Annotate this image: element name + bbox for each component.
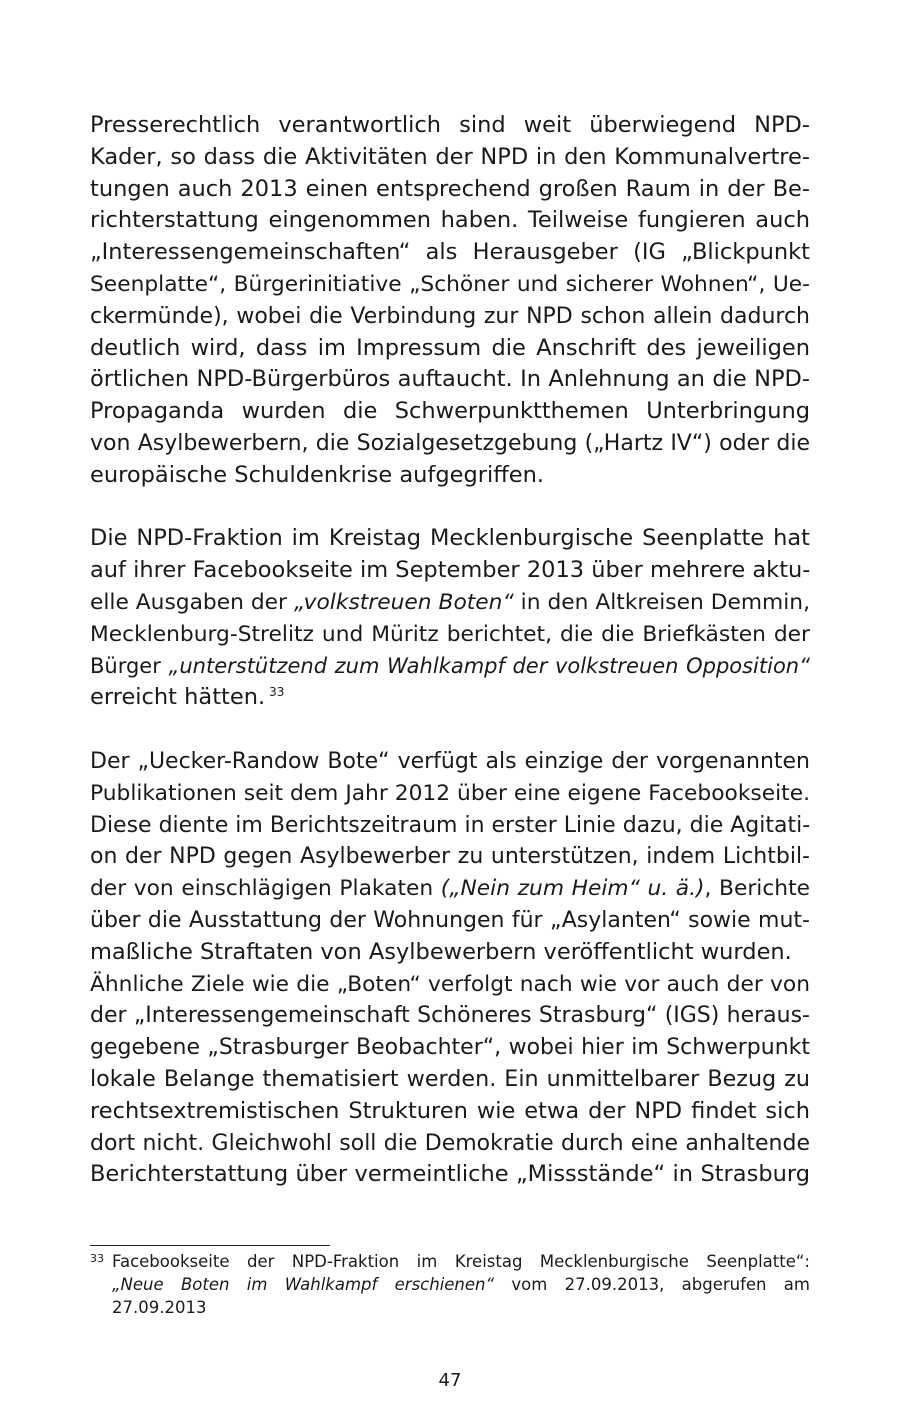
text-run: vom 27.09.2013, abgerufen am [494,1275,810,1294]
text-line: Der „Uecker-Randow Bote“ verfügt als einzige der vorgenannten [90,748,810,774]
text-line: on der NPD gegen Asylbewerber zu unterstützen, indem Lichtbil- [90,844,810,870]
text-line: maßliche Straftaten von Asylbewerbern veröffentlicht wurden. [90,938,792,965]
footnote-line: Facebookseite der NPD-Fraktion im Kreistag Mecklenburgische Seenplatte“: [112,1252,810,1271]
text-line: tungen auch 2013 einen entsprechend großen Raum in der Be- [90,175,810,202]
text-line [90,587,810,619]
text-line: der „Interessengemeinschaft Schöneres Strasburg“ (IGS) heraus- [90,1003,810,1029]
text-line: auf ihrer Facebookseite im September 2013 über mehrere aktu- [90,557,811,584]
paragraph-gap [90,714,810,746]
text-line: Mecklenburg-Strelitz und Müritz berichtet, die die Briefkästen der [90,621,810,647]
text-run: in den Altkreisen Demmin, [513,589,810,615]
body-text [90,110,810,1191]
text-run: erreicht hätten. [90,684,266,711]
text-line: Die NPD-Fraktion im Kreistag Mecklenburgische Seenplatte hat [90,525,810,552]
italic-quote: „volkstreuen Boten“ [293,589,514,615]
text-line: Diese diente im Berichtszeitraum in erster Linie dazu, die Agitati- [90,812,811,838]
text-line: dort nicht. Gleichwohl soll die Demokratie durch eine anhaltende [90,1130,810,1156]
paragraph-1 [90,110,810,492]
text-line: Propaganda wurden die Schwerpunktthemen Unterbringung [90,398,810,425]
text-line: Berichterstattung über vermeintliche „Missstände“ in Strasburg [90,1161,810,1188]
text-line: Ähnliche Ziele wie die „Boten“ verfolgt nach wie vor auch der von [90,971,810,997]
text-line: Kader, so dass die Aktivitäten der NPD in den Kommunalvertre- [90,143,810,170]
text-run: Bürger [90,653,169,678]
text-line: richterstattung eingenommen haben. Teilweise fungieren auch [90,207,810,234]
text-line: über die Ausstattung der Wohnungen für „Asylanten“ sowie mut- [90,907,810,933]
text-line [90,651,810,683]
text-line: Publikationen seit dem Jahr 2012 über eine eigene Facebookseite. [90,780,810,806]
text-line: ckermünde), wobei die Verbindung zur NPD schon allein dadurch [90,303,810,329]
text-line: von Asylbewerbern, die Sozialgesetzgebung („Hartz IV“) oder die [90,430,810,456]
footnote-number: 33 [90,1252,104,1265]
footnote [90,1250,810,1319]
text-run: elle Ausgaben der [90,589,294,615]
paragraph-2 [90,523,810,714]
paragraph-gap [90,492,810,524]
text-line: „Interessengemeinschaften“ als Herausgeber (IG „Blickpunkt [90,239,810,266]
text-line: gegebene „Strasburger Beobachter“, wobei hier im Schwerpunkt [90,1035,810,1061]
text-line: lokale Belange thematisiert werden. Ein unmittelbarer Bezug zu [90,1065,810,1092]
italic-quote: „Neue Boten im Wahlkampf erschienen“ [112,1275,495,1294]
italic-quote: („Nein zum Heim“ u. ä.) [440,876,705,902]
text-line: deutlich wird, dass im Impressum die Anschrift des jeweiligen [90,334,810,361]
page-number: 47 [438,1370,462,1391]
text-line: rechtsextremistischen Strukturen wie etwa der NPD findet sich [90,1097,810,1124]
footnote-divider [90,1245,330,1246]
footnote-line [112,1273,810,1296]
footnote-line: 27.09.2013 [112,1298,207,1317]
text-line: Seenplatte“, Bürgerinitiative „Schöner und sicherer Wohnen“, Ue- [90,271,810,297]
text-line [90,682,810,714]
footnote-text [112,1250,810,1319]
text-run: , Berichte [704,876,810,902]
paragraph-3 [90,746,810,969]
text-run: der von einschlägigen Plakaten [90,876,441,902]
paragraph-4 [90,969,810,1192]
text-line: örtlichen NPD-Bürgerbüros auftaucht. In Anlehnung an die NPD- [90,366,810,393]
italic-quote: „unterstützend zum Wahlkampf der volkstreuen Opposition“ [168,653,810,678]
text-line: Presserechtlich verantwortlich sind weit überwiegend NPD- [90,112,810,138]
text-line: europäische Schuldenkrise aufgegriffen. [90,461,544,488]
text-line [90,873,810,905]
footnote-reference[interactable]: 33 [269,684,285,699]
